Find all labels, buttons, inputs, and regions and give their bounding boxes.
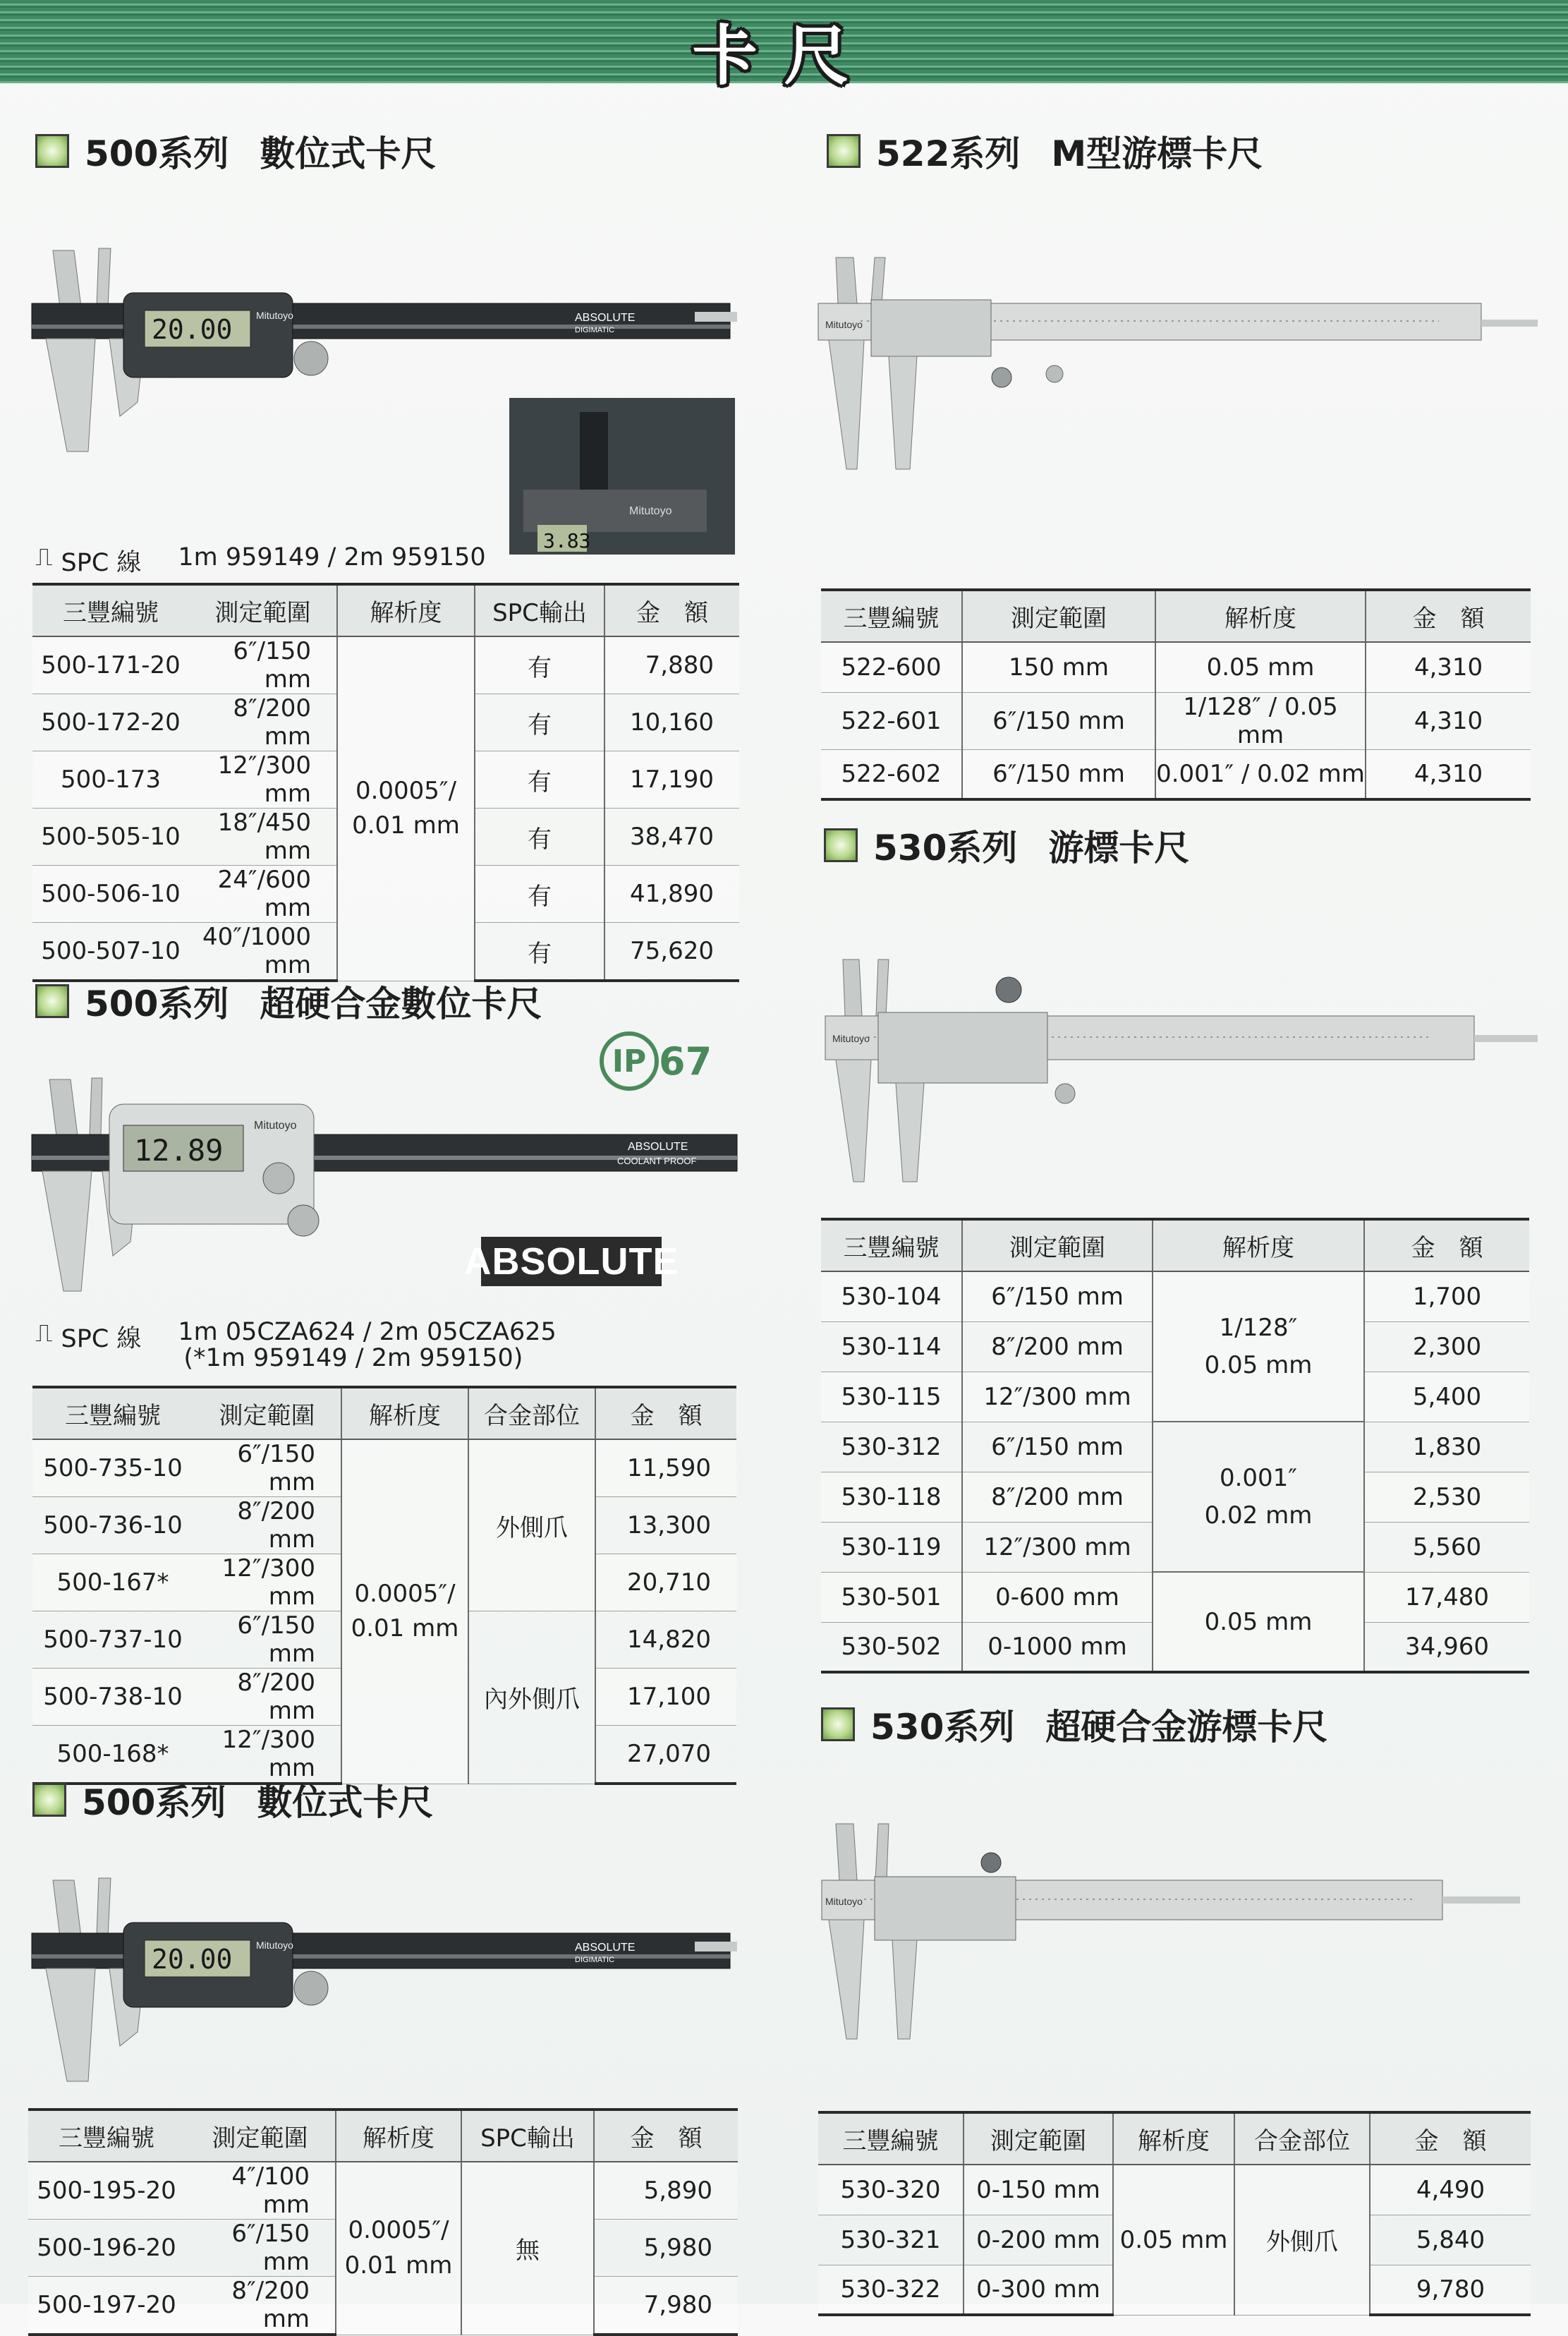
svg-text:COOLANT PROOF: COOLANT PROOF bbox=[617, 1156, 697, 1166]
table-header-cell: SPC輸出 bbox=[475, 584, 604, 636]
table-cell: 8″/200 mm bbox=[193, 1497, 341, 1554]
table-cell: 有 bbox=[475, 809, 604, 866]
table-cell: 12″/300 mm bbox=[962, 1522, 1153, 1572]
ip67-badge: IP 67 bbox=[600, 1031, 712, 1091]
table-cell: 500-507-10 bbox=[32, 923, 189, 981]
table-header-cell: 測定範圍 bbox=[193, 1387, 341, 1439]
table-cell: 1/128″ 0.05 mm bbox=[1153, 1271, 1364, 1422]
vernier-caliper-530-photo bbox=[825, 956, 1538, 1189]
bullet-square-icon bbox=[35, 984, 69, 1018]
bullet-square-icon bbox=[32, 1783, 66, 1817]
svg-text:DIGIMATIC: DIGIMATIC bbox=[575, 1956, 615, 1964]
table-500-digital-2 bbox=[28, 2108, 738, 2336]
table-cell: 5,840 bbox=[1370, 2215, 1531, 2265]
table-cell: 4,310 bbox=[1366, 642, 1531, 692]
table-cell: 10,160 bbox=[604, 694, 739, 751]
table-cell: 2,530 bbox=[1364, 1472, 1529, 1522]
table-header-cell: 測定範圍 bbox=[189, 584, 337, 636]
table-cell: 8″/200 mm bbox=[962, 1321, 1153, 1372]
table-cell: 6″/150 mm bbox=[962, 692, 1155, 749]
table-cell: 530-320 bbox=[818, 2165, 964, 2215]
table-cell: 18″/450 mm bbox=[189, 809, 337, 866]
table-cell: 0.05 mm bbox=[1153, 1572, 1364, 1672]
spc-cable-info-2: ⎍ SPC 線 1m 05CZA624 / 2m 05CZA625 (*1m 959149 / 2m 959150) bbox=[35, 1318, 557, 1372]
table-cell: 530-119 bbox=[821, 1522, 962, 1572]
table-cell: 27,070 bbox=[595, 1726, 736, 1784]
table-cell: 17,190 bbox=[604, 751, 739, 809]
section-title-522: 522系列 M型游標卡尺 bbox=[827, 126, 1263, 176]
table-cell: 4,310 bbox=[1366, 749, 1531, 799]
table-cell: 12″/300 mm bbox=[193, 1554, 341, 1611]
table-cell: 14,820 bbox=[595, 1611, 736, 1669]
table-cell: 500-196-20 bbox=[28, 2220, 185, 2277]
table-cell: 8″/200 mm bbox=[185, 2277, 336, 2335]
table-cell: 2,300 bbox=[1364, 1321, 1529, 1372]
table-cell: 150 mm bbox=[962, 642, 1155, 692]
absolute-logo: ABSOLUTE bbox=[481, 1237, 662, 1286]
table-header-cell: 金 額 bbox=[1366, 590, 1531, 642]
table-cell: 500-197-20 bbox=[28, 2277, 185, 2335]
table-cell: 500-736-10 bbox=[32, 1497, 193, 1554]
page-title: 卡尺 bbox=[692, 18, 876, 94]
table-header-cell: 合金部位 bbox=[1234, 2112, 1370, 2165]
table-cell: 34,960 bbox=[1364, 1622, 1529, 1672]
table-cell: 5,980 bbox=[594, 2220, 738, 2277]
svg-text:ABSOLUTE: ABSOLUTE bbox=[575, 1942, 636, 1954]
table-cell: 1/128″ / 0.05 mm bbox=[1155, 692, 1366, 749]
table-cell: 500-171-20 bbox=[32, 636, 189, 694]
section-title-500-carbide: 500系列 超硬合金數位卡尺 bbox=[35, 976, 542, 1027]
table-cell: 13,300 bbox=[595, 1497, 736, 1554]
table-header-cell: 三豐編號 bbox=[32, 584, 189, 636]
table-cell: 6″/150 mm bbox=[962, 1271, 1153, 1321]
table-header-cell: 解析度 bbox=[337, 584, 475, 636]
table-522 bbox=[821, 588, 1531, 801]
table-cell: 530-312 bbox=[821, 1422, 962, 1472]
table-header-cell: 金 額 bbox=[1370, 2112, 1531, 2165]
table-cell: 530-501 bbox=[821, 1572, 962, 1622]
table-cell: 1,700 bbox=[1364, 1271, 1529, 1321]
page-header-bar bbox=[0, 0, 1568, 94]
table-cell: 0-300 mm bbox=[964, 2265, 1113, 2315]
table-header-cell: 測定範圍 bbox=[962, 1219, 1153, 1271]
table-cell: 75,620 bbox=[604, 923, 739, 981]
table-header-cell: 三豐編號 bbox=[821, 590, 962, 642]
table-cell: 有 bbox=[475, 866, 604, 923]
carbide-vernier-caliper-photo bbox=[822, 1820, 1527, 2046]
table-cell: 7,880 bbox=[604, 636, 739, 694]
table-cell: 0-150 mm bbox=[964, 2165, 1113, 2215]
table-cell: 0-200 mm bbox=[964, 2215, 1113, 2265]
table-row bbox=[821, 1422, 1529, 1472]
section-title-530: 530系列 游標卡尺 bbox=[824, 820, 1189, 871]
svg-text:Mitutoyo: Mitutoyo bbox=[825, 1896, 863, 1907]
table-cell: 0.001″ 0.02 mm bbox=[1153, 1422, 1364, 1572]
table-cell: 500-735-10 bbox=[32, 1439, 193, 1497]
table-row bbox=[821, 1271, 1529, 1321]
table-cell: 7,980 bbox=[594, 2277, 738, 2335]
table-cell: 522-600 bbox=[821, 642, 962, 692]
table-cell: 530-104 bbox=[821, 1271, 962, 1321]
table-cell: 1,830 bbox=[1364, 1422, 1529, 1472]
table-cell: 5,560 bbox=[1364, 1522, 1529, 1572]
table-cell: 有 bbox=[475, 636, 604, 694]
table-cell: 500-168* bbox=[32, 1726, 193, 1784]
table-cell: 6″/150 mm bbox=[185, 2220, 336, 2277]
digital-caliper-photo-2 bbox=[32, 1870, 737, 2088]
table-header-cell: 金 額 bbox=[1364, 1219, 1529, 1271]
table-cell: 0.0005″/ 0.01 mm bbox=[337, 636, 475, 981]
table-cell: 500-173 bbox=[32, 751, 189, 809]
table-cell: 500-195-20 bbox=[28, 2162, 185, 2220]
table-cell: 530-321 bbox=[818, 2215, 964, 2265]
table-header-cell: 金 額 bbox=[604, 584, 739, 636]
table-cell: 0.0005″/ 0.01 mm bbox=[336, 2162, 461, 2335]
table-cell: 6″/150 mm bbox=[193, 1611, 341, 1669]
table-header-cell: SPC輸出 bbox=[461, 2110, 594, 2162]
table-cell: 530-114 bbox=[821, 1321, 962, 1372]
bullet-square-icon bbox=[824, 828, 858, 862]
table-row bbox=[818, 2165, 1531, 2215]
table-cell: 6″/150 mm bbox=[962, 1422, 1153, 1472]
svg-text:Mitutoyo: Mitutoyo bbox=[629, 505, 672, 517]
table-cell: 4,310 bbox=[1366, 692, 1531, 749]
table-header-cell: 解析度 bbox=[1153, 1219, 1364, 1271]
table-cell: 500-506-10 bbox=[32, 866, 189, 923]
table-cell: 0.001″ / 0.02 mm bbox=[1155, 749, 1366, 799]
table-cell: 6″/150 mm bbox=[962, 749, 1155, 799]
cable-icon: ⎍ bbox=[35, 543, 53, 571]
svg-text:Mitutoyo: Mitutoyo bbox=[256, 1939, 293, 1951]
svg-text:3.83: 3.83 bbox=[543, 529, 591, 552]
table-cell: 4,490 bbox=[1370, 2165, 1531, 2215]
spc-cable-info: ⎍ SPC 線 1m 959149 / 2m 959150 bbox=[35, 543, 486, 577]
table-500-carbide bbox=[32, 1386, 736, 1785]
bullet-square-icon bbox=[827, 134, 861, 168]
table-row bbox=[32, 636, 739, 694]
svg-text:Mitutoyo: Mitutoyo bbox=[254, 1120, 297, 1132]
table-cell: 530-115 bbox=[821, 1372, 962, 1422]
table-cell: 0-1000 mm bbox=[962, 1622, 1153, 1672]
table-cell: 6″/150 mm bbox=[193, 1439, 341, 1497]
vernier-caliper-522-photo bbox=[818, 250, 1538, 476]
svg-text:ABSOLUTE: ABSOLUTE bbox=[628, 1141, 688, 1153]
table-cell: 有 bbox=[475, 751, 604, 809]
table-header-cell: 測定範圍 bbox=[962, 590, 1155, 642]
table-cell: 17,100 bbox=[595, 1669, 736, 1726]
svg-text:Mitutoyo: Mitutoyo bbox=[256, 310, 293, 321]
table-cell: 522-602 bbox=[821, 749, 962, 799]
table-header-cell: 金 額 bbox=[594, 2110, 738, 2162]
table-header-cell: 三豐編號 bbox=[28, 2110, 185, 2162]
table-cell: 無 bbox=[461, 2162, 594, 2335]
table-cell: 0.0005″/ 0.01 mm bbox=[341, 1439, 468, 1784]
table-cell: 4″/100 mm bbox=[185, 2162, 336, 2220]
svg-text:DIGIMATIC: DIGIMATIC bbox=[575, 326, 615, 334]
table-cell: 0-600 mm bbox=[962, 1572, 1153, 1622]
table-cell: 6″/150 mm bbox=[189, 636, 337, 694]
section-title-500-digital-2: 500系列 數位式卡尺 bbox=[32, 1774, 433, 1825]
table-header-cell: 金 額 bbox=[595, 1387, 736, 1439]
table-cell: 40″/1000 mm bbox=[189, 923, 337, 981]
table-header-cell: 解析度 bbox=[336, 2110, 461, 2162]
bullet-square-icon bbox=[35, 134, 69, 168]
svg-text:12.89: 12.89 bbox=[134, 1133, 224, 1168]
table-cell: 5,890 bbox=[594, 2162, 738, 2220]
table-cell: 530-502 bbox=[821, 1622, 962, 1672]
table-header-cell: 測定範圍 bbox=[964, 2112, 1113, 2165]
table-cell: 12″/300 mm bbox=[189, 751, 337, 809]
table-cell: 0.05 mm bbox=[1155, 642, 1366, 692]
svg-text:Mitutoyo: Mitutoyo bbox=[832, 1033, 870, 1044]
table-cell: 8″/200 mm bbox=[189, 694, 337, 751]
table-header-cell: 三豐編號 bbox=[821, 1219, 962, 1271]
svg-text:ABSOLUTE: ABSOLUTE bbox=[575, 312, 636, 324]
table-530-carbide bbox=[818, 2111, 1531, 2316]
table-cell: 24″/600 mm bbox=[189, 866, 337, 923]
bullet-square-icon bbox=[821, 1707, 855, 1741]
table-cell: 5,400 bbox=[1364, 1372, 1529, 1422]
table-row bbox=[28, 2162, 738, 2220]
table-cell: 0.05 mm bbox=[1113, 2165, 1234, 2315]
table-cell: 17,480 bbox=[1364, 1572, 1529, 1622]
table-row bbox=[821, 692, 1531, 749]
table-cell: 8″/200 mm bbox=[193, 1669, 341, 1726]
table-cell: 20,710 bbox=[595, 1554, 736, 1611]
table-row bbox=[32, 1439, 736, 1497]
table-row bbox=[821, 642, 1531, 692]
section-title-530-carbide: 530系列 超硬合金游標卡尺 bbox=[821, 1699, 1327, 1750]
table-header-cell: 解析度 bbox=[1155, 590, 1366, 642]
svg-text:20.00: 20.00 bbox=[152, 1944, 233, 1975]
svg-text:Mitutoyo: Mitutoyo bbox=[825, 319, 863, 330]
table-cell: 500-172-20 bbox=[32, 694, 189, 751]
table-row bbox=[821, 749, 1531, 799]
table-cell: 有 bbox=[475, 923, 604, 981]
table-cell: 內外側爪 bbox=[468, 1611, 595, 1784]
table-500-digital bbox=[32, 583, 739, 982]
table-cell: 41,890 bbox=[604, 866, 739, 923]
table-header-cell: 解析度 bbox=[341, 1387, 468, 1439]
table-cell: 522-601 bbox=[821, 692, 962, 749]
cable-icon: ⎍ bbox=[35, 1319, 53, 1348]
table-row bbox=[821, 1572, 1529, 1622]
table-cell: 12″/300 mm bbox=[962, 1372, 1153, 1422]
table-header-cell: 測定範圍 bbox=[185, 2110, 336, 2162]
table-header-cell: 解析度 bbox=[1113, 2112, 1234, 2165]
table-cell: 有 bbox=[475, 694, 604, 751]
table-cell: 12″/300 mm bbox=[193, 1726, 341, 1784]
table-cell: 530-322 bbox=[818, 2265, 964, 2315]
display-readout: 20.00 bbox=[152, 314, 233, 345]
table-cell: 8″/200 mm bbox=[962, 1472, 1153, 1522]
table-header-cell: 三豐編號 bbox=[818, 2112, 964, 2165]
table-cell: 500-737-10 bbox=[32, 1611, 193, 1669]
table-530 bbox=[821, 1218, 1529, 1674]
table-cell: 38,470 bbox=[604, 809, 739, 866]
table-cell: 外側爪 bbox=[468, 1439, 595, 1611]
table-header-cell: 三豐編號 bbox=[32, 1387, 193, 1439]
caliper-inset-photo bbox=[509, 398, 735, 555]
table-cell: 11,590 bbox=[595, 1439, 736, 1497]
section-title-500-digital: 500系列 數位式卡尺 bbox=[35, 126, 436, 176]
table-cell: 500-738-10 bbox=[32, 1669, 193, 1726]
table-cell: 500-505-10 bbox=[32, 809, 189, 866]
table-cell: 530-118 bbox=[821, 1472, 962, 1522]
table-cell: 9,780 bbox=[1370, 2265, 1531, 2315]
table-header-cell: 合金部位 bbox=[468, 1387, 595, 1439]
table-cell: 外側爪 bbox=[1234, 2165, 1370, 2315]
table-cell: 500-167* bbox=[32, 1554, 193, 1611]
